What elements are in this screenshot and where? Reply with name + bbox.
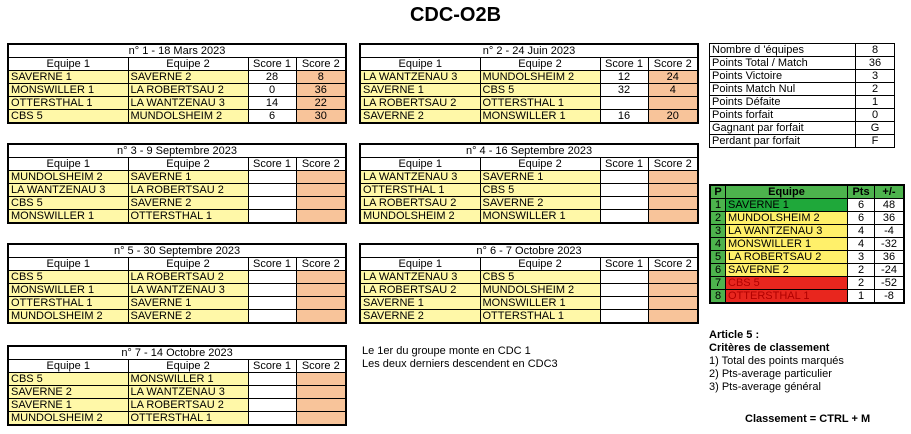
col-score1: Score 1 <box>248 158 296 171</box>
match-row <box>360 71 698 84</box>
team2-cell[interactable]: MUNDOLSHEIM 2 <box>480 284 600 297</box>
team2-cell[interactable]: MONSWILLER 1 <box>480 110 600 124</box>
team1-cell[interactable]: SAVERNE 2 <box>8 386 128 399</box>
score1-cell[interactable] <box>600 310 648 324</box>
score1-cell[interactable] <box>248 412 296 426</box>
rank-position: 3 <box>710 225 726 238</box>
parameter-label: Points Match Nul <box>710 83 856 96</box>
score1-cell[interactable]: 12 <box>600 71 648 84</box>
score1-cell[interactable] <box>248 197 296 210</box>
group-notes <box>362 345 558 371</box>
match-row <box>8 71 346 84</box>
score1-cell[interactable] <box>600 284 648 297</box>
score1-cell[interactable] <box>248 284 296 297</box>
match-row <box>8 373 346 386</box>
score2-cell[interactable]: 8 <box>296 71 346 84</box>
rank-diff: -4 <box>875 225 905 238</box>
rank-team: SAVERNE 1 <box>726 199 848 212</box>
team1-cell[interactable]: LA WANTZENAU 3 <box>360 271 480 284</box>
team2-cell[interactable]: SAVERNE 1 <box>480 171 600 184</box>
score1-cell[interactable]: 14 <box>248 97 296 110</box>
match-row <box>8 412 346 426</box>
match-row <box>8 97 346 110</box>
team2-cell[interactable]: CBS 5 <box>480 184 600 197</box>
match-row <box>8 110 346 124</box>
score2-cell[interactable] <box>648 284 698 297</box>
match-row <box>360 171 698 184</box>
team1-cell[interactable]: MUNDOLSHEIM 2 <box>8 412 128 426</box>
rank-points: 3 <box>848 251 875 264</box>
ranking-row <box>710 251 904 264</box>
team1-cell[interactable]: CBS 5 <box>8 110 128 124</box>
rank-position: 6 <box>710 264 726 277</box>
team2-cell[interactable]: MONSWILLER 1 <box>480 297 600 310</box>
team1-cell[interactable]: LA ROBERTSAU 2 <box>360 284 480 297</box>
score1-cell[interactable] <box>600 171 648 184</box>
ranking-table <box>709 184 905 304</box>
rank-diff: -24 <box>875 264 905 277</box>
col-team1: Equipe 1 <box>360 58 480 71</box>
score1-cell[interactable] <box>600 210 648 224</box>
team1-cell[interactable]: SAVERNE 2 <box>360 110 480 124</box>
parameter-label: Points Défaite <box>710 96 856 109</box>
match-row <box>8 171 346 184</box>
rank-team: MONSWILLER 1 <box>726 238 848 251</box>
round-header: n° 5 - 30 Septembre 2023 <box>8 244 346 258</box>
ranking-row <box>710 264 904 277</box>
score1-cell[interactable]: 32 <box>600 84 648 97</box>
team1-cell[interactable]: MUNDOLSHEIM 2 <box>8 171 128 184</box>
parameter-label: Points forfait <box>710 109 856 122</box>
ranking-row <box>710 290 904 304</box>
col-score2: Score 2 <box>296 258 346 271</box>
rank-points: 2 <box>848 264 875 277</box>
rank-position: 7 <box>710 277 726 290</box>
round-table <box>359 243 697 324</box>
relegation-note: Les deux derniers descendent en CDC3 <box>362 358 558 370</box>
match-row <box>8 271 346 284</box>
ranking-row <box>710 225 904 238</box>
round-table <box>7 345 345 426</box>
round-table <box>7 43 345 124</box>
col-score2: Score 2 <box>296 158 346 171</box>
team1-cell[interactable]: MONSWILLER 1 <box>8 84 128 97</box>
criterion-2: 2) Pts-average particulier <box>709 368 832 380</box>
parameter-value[interactable]: 8 <box>856 44 895 57</box>
ranking-row <box>710 212 904 225</box>
criterion-3: 3) Pts-average général <box>709 381 821 393</box>
team1-cell[interactable]: CBS 5 <box>8 373 128 386</box>
score1-cell[interactable] <box>600 297 648 310</box>
parameter-label: Points Victoire <box>710 70 856 83</box>
score2-cell[interactable] <box>296 412 346 426</box>
team2-cell[interactable]: OTTERSTHAL 1 <box>128 412 248 426</box>
score2-cell[interactable]: 30 <box>296 110 346 124</box>
team1-cell[interactable]: LA WANTZENAU 3 <box>360 171 480 184</box>
article-5 <box>709 329 844 394</box>
rank-team: CBS 5 <box>726 277 848 290</box>
rank-diff: -8 <box>875 290 905 304</box>
team1-cell[interactable]: SAVERNE 1 <box>8 399 128 412</box>
score1-cell[interactable] <box>248 297 296 310</box>
score1-cell[interactable] <box>600 271 648 284</box>
team1-cell[interactable]: OTTERSTHAL 1 <box>360 184 480 197</box>
col-score2: Score 2 <box>648 158 698 171</box>
rank-team: LA ROBERTSAU 2 <box>726 251 848 264</box>
score1-cell[interactable] <box>248 310 296 324</box>
score1-cell[interactable] <box>600 197 648 210</box>
col-team1: Equipe 1 <box>8 360 128 373</box>
parameter-value[interactable]: 0 <box>856 109 895 122</box>
col-team1: Equipe 1 <box>360 158 480 171</box>
match-row <box>360 184 698 197</box>
match-row <box>8 399 346 412</box>
score1-cell[interactable]: 0 <box>248 84 296 97</box>
score2-cell[interactable] <box>296 297 346 310</box>
rank-diff: -52 <box>875 277 905 290</box>
parameter-row <box>710 70 895 83</box>
round-header: n° 1 - 18 Mars 2023 <box>8 44 346 58</box>
article-subtitle: Critères de classement <box>709 342 830 354</box>
team2-cell[interactable]: OTTERSTHAL 1 <box>128 210 248 224</box>
team1-cell[interactable]: CBS 5 <box>8 271 128 284</box>
team2-cell[interactable]: SAVERNE 2 <box>128 310 248 324</box>
ranking-header-row <box>710 185 904 199</box>
col-score2: Score 2 <box>296 360 346 373</box>
rank-diff: 36 <box>875 212 905 225</box>
col-score1: Score 1 <box>600 158 648 171</box>
ranking-row <box>710 277 904 290</box>
col-team2: Equipe 2 <box>128 58 248 71</box>
round-header: n° 6 - 7 Octobre 2023 <box>360 244 698 258</box>
team1-cell[interactable]: LA WANTZENAU 3 <box>8 184 128 197</box>
match-row <box>360 110 698 124</box>
team2-cell[interactable]: SAVERNE 1 <box>128 171 248 184</box>
col-score1: Score 1 <box>600 58 648 71</box>
rank-diff: -32 <box>875 238 905 251</box>
match-row <box>8 84 346 97</box>
round-table <box>7 143 345 224</box>
rank-points: 6 <box>848 212 875 225</box>
team2-cell[interactable]: SAVERNE 1 <box>128 297 248 310</box>
parameter-row <box>710 135 895 148</box>
ranking-row <box>710 238 904 251</box>
score2-cell[interactable] <box>648 184 698 197</box>
score2-cell[interactable] <box>296 210 346 224</box>
parameter-row <box>710 122 895 135</box>
team2-cell[interactable]: SAVERNE 2 <box>480 197 600 210</box>
team1-cell[interactable]: LA ROBERTSAU 2 <box>360 197 480 210</box>
team1-cell[interactable]: OTTERSTHAL 1 <box>8 297 128 310</box>
parameter-label: Nombre d 'équipes <box>710 44 856 57</box>
score2-cell[interactable] <box>296 271 346 284</box>
match-row <box>360 284 698 297</box>
team1-cell[interactable]: SAVERNE 1 <box>360 84 480 97</box>
col-team2: Equipe 2 <box>480 58 600 71</box>
score2-cell[interactable] <box>296 171 346 184</box>
col-score2: Score 2 <box>648 258 698 271</box>
round-header: n° 2 - 24 Juin 2023 <box>360 44 698 58</box>
parameter-row <box>710 83 895 96</box>
score1-cell[interactable]: 6 <box>248 110 296 124</box>
team2-cell[interactable]: MONSWILLER 1 <box>128 373 248 386</box>
score2-cell[interactable]: 20 <box>648 110 698 124</box>
col-team2: Equipe 2 <box>128 360 248 373</box>
score1-cell[interactable] <box>248 271 296 284</box>
match-row <box>360 297 698 310</box>
score1-cell[interactable] <box>600 184 648 197</box>
match-row <box>8 210 346 224</box>
match-row <box>360 210 698 224</box>
parameter-label: Points Total / Match <box>710 57 856 70</box>
parameter-row <box>710 96 895 109</box>
col-team2: Equipe 2 <box>128 158 248 171</box>
score1-cell[interactable] <box>248 184 296 197</box>
criterion-1: 1) Total des points marqués <box>709 355 844 367</box>
match-row <box>8 310 346 324</box>
score1-cell[interactable]: 28 <box>248 71 296 84</box>
score2-cell[interactable]: 36 <box>296 84 346 97</box>
article-title: Article 5 : <box>709 329 760 341</box>
col-score1: Score 1 <box>248 258 296 271</box>
score1-cell[interactable] <box>248 210 296 224</box>
rank-diff: 36 <box>875 251 905 264</box>
team2-cell[interactable]: MUNDOLSHEIM 2 <box>480 71 600 84</box>
parameters-table <box>709 43 895 148</box>
team2-cell[interactable]: SAVERNE 2 <box>128 71 248 84</box>
team1-cell[interactable]: OTTERSTHAL 1 <box>8 97 128 110</box>
score2-cell[interactable] <box>296 399 346 412</box>
team1-cell[interactable]: CBS 5 <box>8 197 128 210</box>
team2-cell[interactable]: LA WANTZENAU 3 <box>128 386 248 399</box>
rank-position: 8 <box>710 290 726 304</box>
col-score2: Score 2 <box>296 58 346 71</box>
col-team1: Equipe 1 <box>8 58 128 71</box>
rank-col-p: P <box>710 185 726 199</box>
team1-cell[interactable]: LA ROBERTSAU 2 <box>360 97 480 110</box>
match-row <box>360 271 698 284</box>
round-table <box>359 43 697 124</box>
team1-cell[interactable]: SAVERNE 1 <box>8 71 128 84</box>
page-title: CDC-O2B <box>409 4 502 26</box>
rank-team: SAVERNE 2 <box>726 264 848 277</box>
score2-cell[interactable] <box>648 310 698 324</box>
team2-cell[interactable]: CBS 5 <box>480 271 600 284</box>
score2-cell[interactable] <box>296 284 346 297</box>
parameter-label: Perdant par forfait <box>710 135 856 148</box>
score2-cell[interactable] <box>296 184 346 197</box>
col-score1: Score 1 <box>248 360 296 373</box>
rank-points: 2 <box>848 277 875 290</box>
team2-cell[interactable]: LA ROBERTSAU 2 <box>128 271 248 284</box>
parameter-row <box>710 109 895 122</box>
score2-cell[interactable] <box>296 197 346 210</box>
parameter-row <box>710 57 895 70</box>
parameter-value[interactable]: 2 <box>856 83 895 96</box>
match-row <box>360 310 698 324</box>
rank-col-diff: +/- <box>875 185 905 199</box>
team2-cell[interactable]: LA ROBERTSAU 2 <box>128 184 248 197</box>
match-row <box>360 97 698 110</box>
col-team1: Equipe 1 <box>360 258 480 271</box>
team2-cell[interactable]: LA ROBERTSAU 2 <box>128 84 248 97</box>
col-score2: Score 2 <box>648 58 698 71</box>
match-row <box>8 284 346 297</box>
col-team2: Equipe 2 <box>480 258 600 271</box>
classement-shortcut: Classement = CTRL + M <box>745 413 871 425</box>
match-row <box>360 84 698 97</box>
team2-cell[interactable]: MUNDOLSHEIM 2 <box>128 110 248 124</box>
rank-team: OTTERSTHAL 1 <box>726 290 848 304</box>
score1-cell[interactable] <box>248 171 296 184</box>
team2-cell[interactable]: LA ROBERTSAU 2 <box>128 399 248 412</box>
col-team1: Equipe 1 <box>8 158 128 171</box>
round-header: n° 7 - 14 Octobre 2023 <box>8 346 346 360</box>
rank-points: 4 <box>848 225 875 238</box>
col-team2: Equipe 2 <box>480 158 600 171</box>
round-header: n° 4 - 16 Septembre 2023 <box>360 144 698 158</box>
rank-col-team: Equipe <box>726 185 848 199</box>
score2-cell[interactable] <box>648 271 698 284</box>
parameter-row <box>710 44 895 57</box>
rank-position: 5 <box>710 251 726 264</box>
rank-points: 4 <box>848 238 875 251</box>
score1-cell[interactable] <box>248 386 296 399</box>
team1-cell[interactable]: SAVERNE 1 <box>360 297 480 310</box>
team2-cell[interactable]: OTTERSTHAL 1 <box>480 97 600 110</box>
score2-cell[interactable] <box>648 97 698 110</box>
score2-cell[interactable] <box>648 297 698 310</box>
score1-cell[interactable] <box>248 399 296 412</box>
rank-team: LA WANTZENAU 3 <box>726 225 848 238</box>
team1-cell[interactable]: MONSWILLER 1 <box>8 210 128 224</box>
parameter-value[interactable]: 36 <box>856 57 895 70</box>
round-table <box>359 143 697 224</box>
team1-cell[interactable]: LA WANTZENAU 3 <box>360 71 480 84</box>
col-score1: Score 1 <box>600 258 648 271</box>
parameter-value[interactable]: 1 <box>856 96 895 109</box>
score1-cell[interactable] <box>600 97 648 110</box>
parameter-label: Gagnant par forfait <box>710 122 856 135</box>
match-row <box>8 297 346 310</box>
score2-cell[interactable] <box>648 210 698 224</box>
rank-diff: 48 <box>875 199 905 212</box>
score2-cell[interactable] <box>296 373 346 386</box>
score2-cell[interactable] <box>648 197 698 210</box>
round-header: n° 3 - 9 Septembre 2023 <box>8 144 346 158</box>
team2-cell[interactable]: SAVERNE 2 <box>128 197 248 210</box>
match-row <box>8 184 346 197</box>
parameter-value[interactable]: 3 <box>856 70 895 83</box>
rank-points: 6 <box>848 199 875 212</box>
rank-position: 2 <box>710 212 726 225</box>
round-table <box>7 243 345 324</box>
score2-cell[interactable] <box>296 310 346 324</box>
rank-position: 4 <box>710 238 726 251</box>
col-score1: Score 1 <box>248 58 296 71</box>
score2-cell[interactable] <box>648 171 698 184</box>
team2-cell[interactable]: OTTERSTHAL 1 <box>480 310 600 324</box>
col-team2: Equipe 2 <box>128 258 248 271</box>
score2-cell[interactable]: 4 <box>648 84 698 97</box>
rank-position: 1 <box>710 199 726 212</box>
team2-cell[interactable]: LA WANTZENAU 3 <box>128 284 248 297</box>
parameter-value[interactable]: G <box>856 122 895 135</box>
match-row <box>360 197 698 210</box>
team2-cell[interactable]: MONSWILLER 1 <box>480 210 600 224</box>
promotion-note: Le 1er du groupe monte en CDC 1 <box>362 345 531 357</box>
score1-cell[interactable] <box>248 373 296 386</box>
score2-cell[interactable] <box>296 386 346 399</box>
team2-cell[interactable]: CBS 5 <box>480 84 600 97</box>
match-row <box>8 197 346 210</box>
team1-cell[interactable]: MUNDOLSHEIM 2 <box>360 210 480 224</box>
team1-cell[interactable]: MONSWILLER 1 <box>8 284 128 297</box>
team2-cell[interactable]: LA WANTZENAU 3 <box>128 97 248 110</box>
match-row <box>8 386 346 399</box>
rank-team: MUNDOLSHEIM 2 <box>726 212 848 225</box>
team1-cell[interactable]: MUNDOLSHEIM 2 <box>8 310 128 324</box>
team1-cell[interactable]: SAVERNE 2 <box>360 310 480 324</box>
score2-cell[interactable]: 22 <box>296 97 346 110</box>
col-team1: Equipe 1 <box>8 258 128 271</box>
rank-col-pts: Pts <box>848 185 875 199</box>
score2-cell[interactable]: 24 <box>648 71 698 84</box>
rank-points: 1 <box>848 290 875 304</box>
score1-cell[interactable]: 16 <box>600 110 648 124</box>
ranking-row <box>710 199 904 212</box>
parameter-value[interactable]: F <box>856 135 895 148</box>
